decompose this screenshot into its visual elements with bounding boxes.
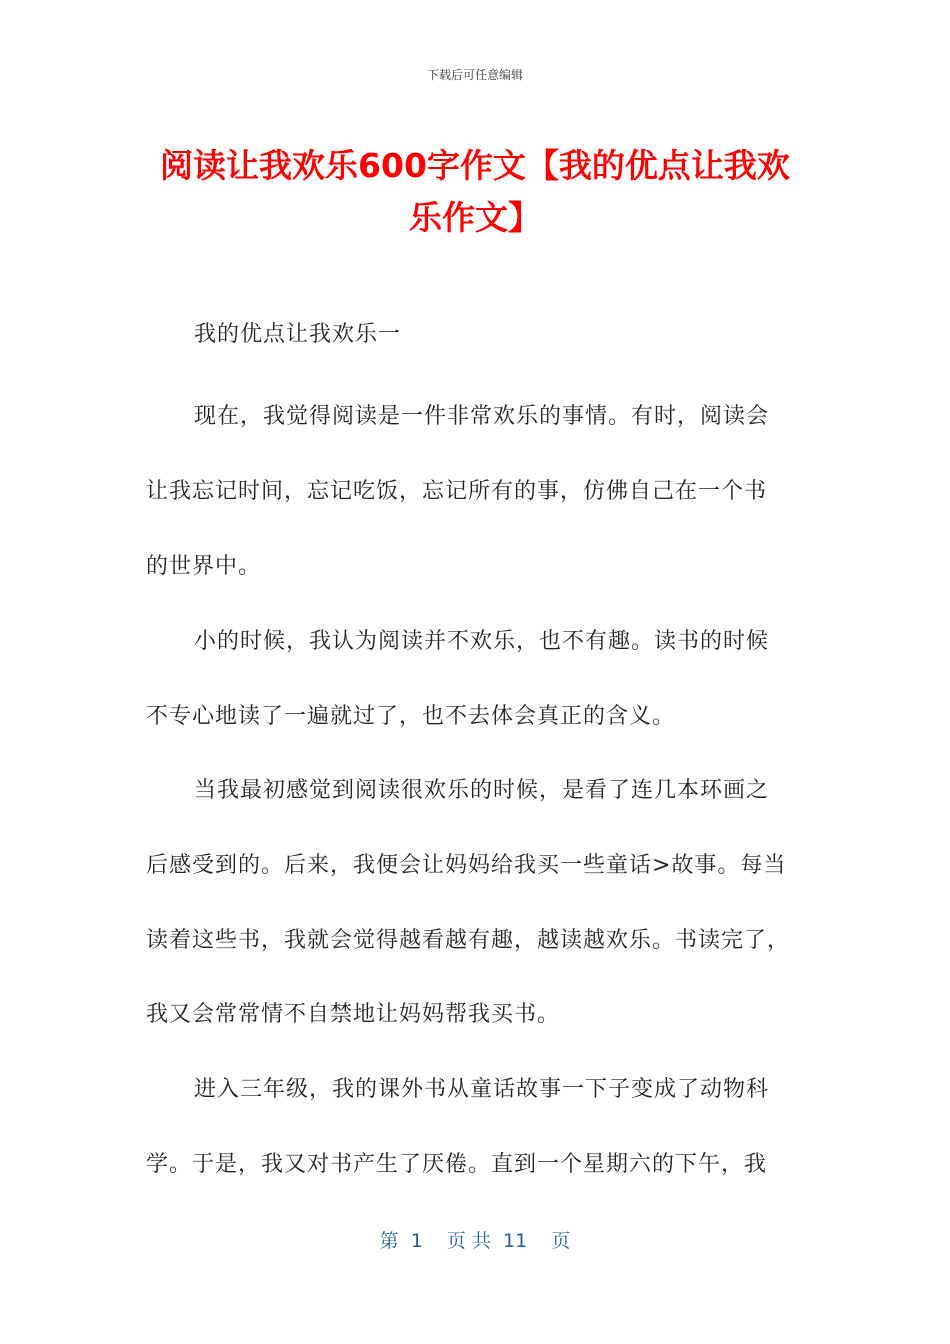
title-line-1: 阅读让我欢乐600字作文【我的优点让我欢 [160, 146, 790, 185]
body-line: 学。于是，我又对书产生了厌倦。直到一个星期六的下午，我 [146, 1152, 768, 1177]
body-line: 进入三年级，我的课外书从童话故事一下子变成了动物科 [194, 1077, 770, 1102]
body-line: 不专心地读了一遍就过了，也不去体会真正的含义。 [146, 704, 676, 729]
document-title [140, 140, 810, 244]
body-line: 读着这些书，我就会觉得越看越有趣，越读越欢乐。书读完了， [146, 928, 791, 953]
body-line: 我的优点让我欢乐一 [194, 322, 402, 347]
body-line: 现在，我觉得阅读是一件非常欢乐的事情。有时，阅读会 [194, 404, 770, 429]
body-line: 后感受到的。后来，我便会让妈妈给我买一些童话>故事。每当 [146, 853, 787, 878]
header-note: 下载后可任意编辑 [426, 68, 523, 82]
body-line: 的世界中。 [146, 554, 262, 579]
page-number-footer: 第 1 页 共 11 页 [379, 1230, 571, 1252]
body-line: 小的时候，我认为阅读并不欢乐，也不有趣。读书的时候 [194, 629, 770, 654]
body-line: 我又会常常情不自禁地让妈妈帮我买书。 [146, 1002, 561, 1027]
body-line: 当我最初感觉到阅读很欢乐的时候，是看了连几本环画之 [194, 778, 770, 803]
title-line-2: 乐作文】 [409, 198, 541, 237]
body-line: 让我忘记时间，忘记吃饭，忘记所有的事，仿佛自己在一个书 [146, 479, 768, 504]
